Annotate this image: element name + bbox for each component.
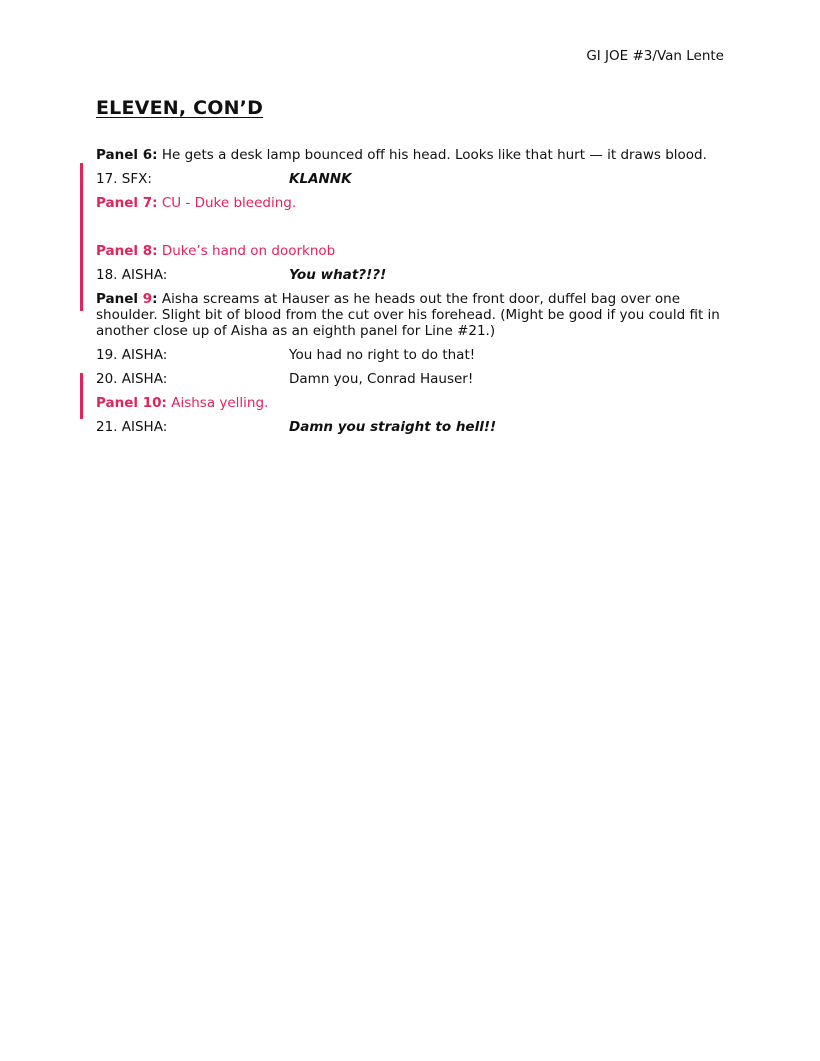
scene-heading: ELEVEN, CON’D <box>96 97 264 119</box>
panel-label-suffix: : <box>152 291 158 307</box>
running-header: GI JOE #3/Van Lente <box>586 48 724 64</box>
script-line-18 <box>96 267 726 283</box>
panel-description: CU - Duke bleeding. <box>157 195 297 211</box>
script-line-19 <box>96 347 726 363</box>
panel-description: Aishsa yelling. <box>166 395 269 411</box>
speaker-label: 20. AISHA: <box>96 371 168 387</box>
panel-label-prefix: Panel <box>96 291 143 307</box>
panel-description: Duke’s hand on doorknob <box>157 243 336 259</box>
panel-label: Panel 10: <box>96 395 167 411</box>
speaker-label: 18. AISHA: <box>96 267 168 283</box>
dialogue-text: Damn you straight to hell!! <box>289 419 497 435</box>
panel-description: Aisha screams at Hauser as he heads out the front door, duffel bag over one shoulder. Slight bit of blood from the cut over his forehead. (Might be good if you could fit in another close up of Aisha as an eighth panel for Line #21.) <box>96 291 720 339</box>
revision-change-bar <box>80 373 83 419</box>
panel-description: He gets a desk lamp bounced off his head. Looks like that hurt — it draws blood. <box>157 147 707 163</box>
script-line-20 <box>96 371 726 387</box>
panel-9-description <box>96 291 726 339</box>
dialogue-text: You had no right to do that! <box>289 347 476 363</box>
script-line-21 <box>96 419 726 435</box>
dialogue-text: Damn you, Conrad Hauser! <box>289 371 474 387</box>
panel-7-description <box>96 195 726 211</box>
panel-10-description <box>96 395 726 411</box>
script-body <box>96 147 726 443</box>
speaker-label: 21. AISHA: <box>96 419 168 435</box>
panel-8-description <box>96 243 726 259</box>
panel-label: Panel 6: <box>96 147 158 163</box>
panel-label: Panel 7: <box>96 195 158 211</box>
blank-line <box>96 219 726 243</box>
panel-label-number: 9 <box>142 291 153 307</box>
script-line-17 <box>96 171 726 187</box>
revision-change-bar <box>80 163 83 311</box>
dialogue-text: You what?!?! <box>289 267 387 283</box>
speaker-label: 19. AISHA: <box>96 347 168 363</box>
speaker-label: 17. SFX: <box>96 171 152 187</box>
panel-6-description <box>96 147 726 163</box>
sfx-text: KLANNK <box>289 171 352 187</box>
panel-label: Panel 8: <box>96 243 158 259</box>
